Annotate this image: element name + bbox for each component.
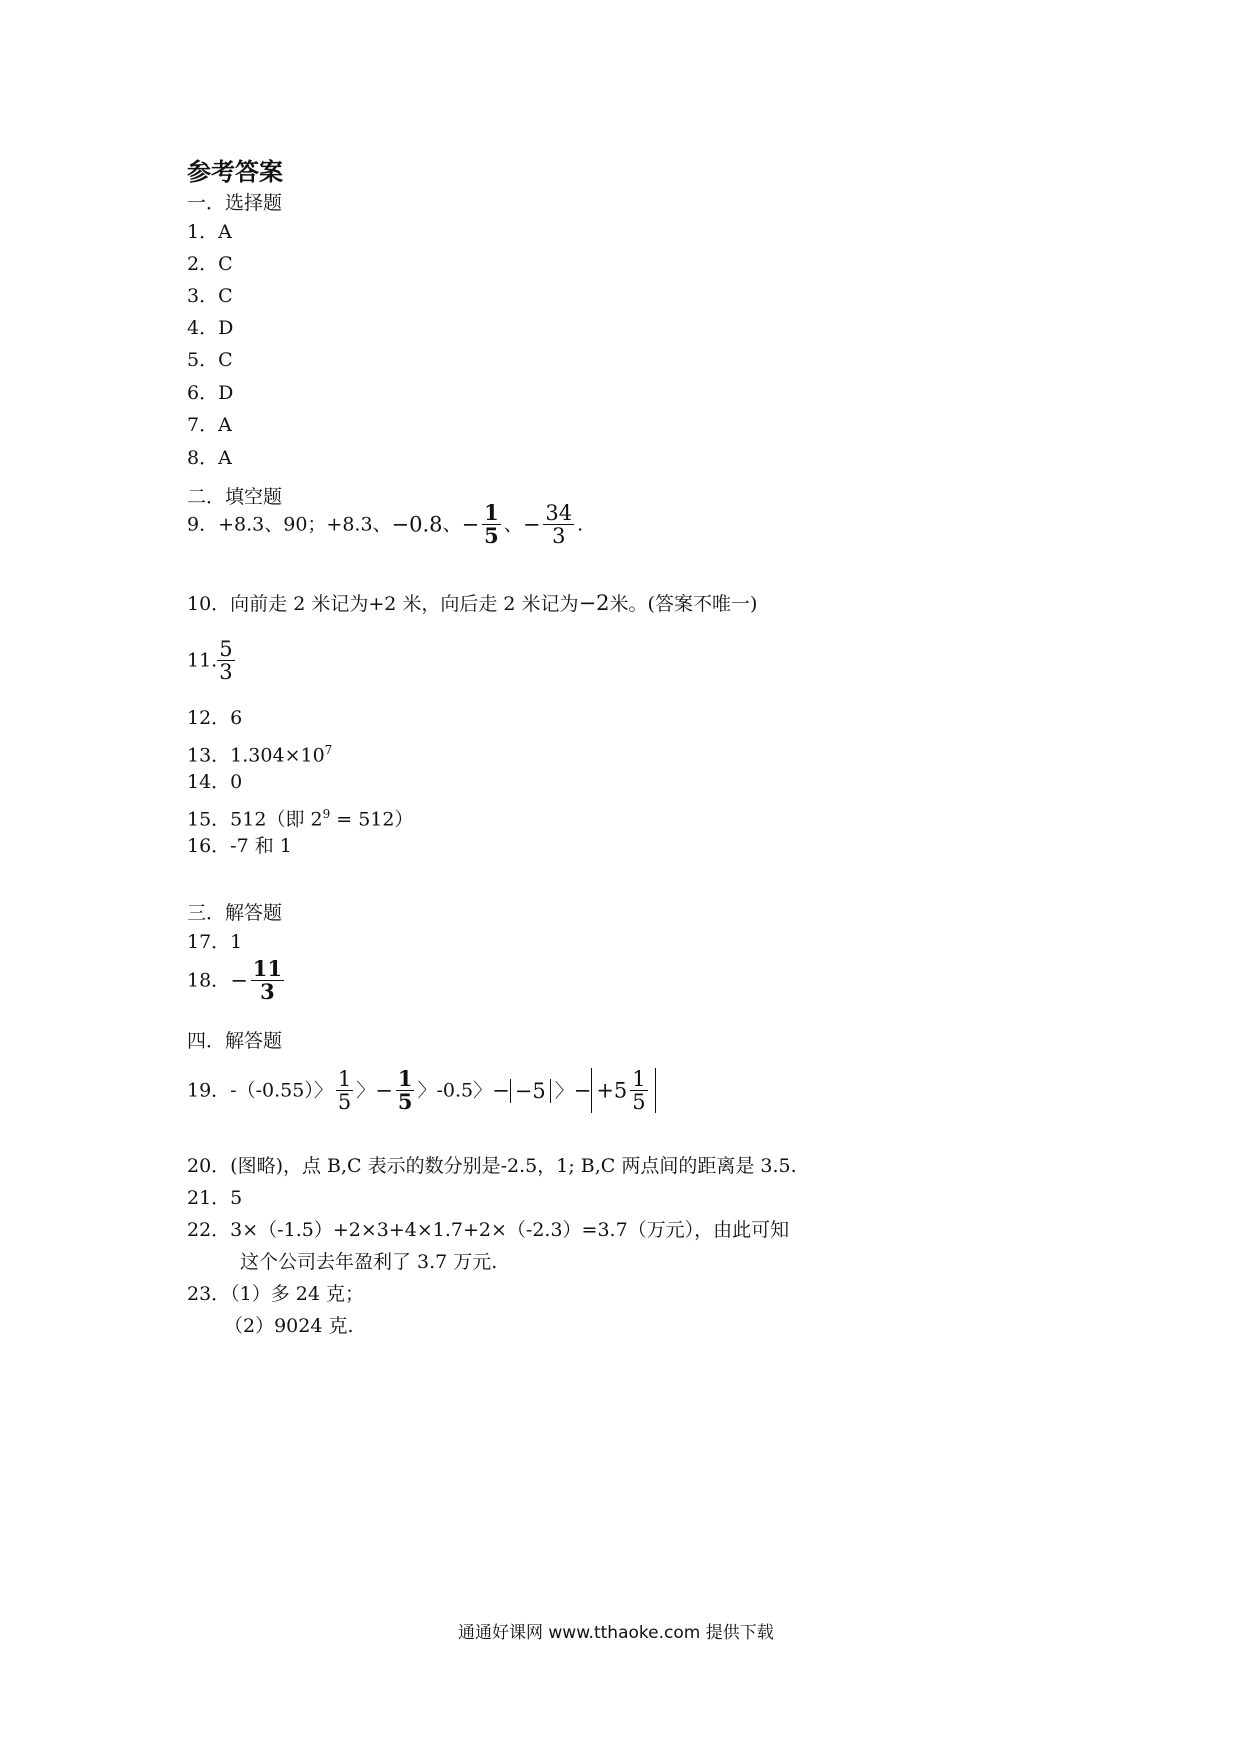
q9-prefix: 9．+8.3、90；+8.3、 (187, 513, 392, 536)
q19-gt3: 〉-0.5〉 (417, 1079, 493, 1102)
q19-f3-num: 1 (632, 1067, 646, 1091)
choice-answer-8 (187, 446, 232, 470)
section-solve-1: 三．解答题 (187, 902, 283, 924)
answer-11 (187, 638, 238, 683)
answer-13 (187, 738, 332, 767)
answer-23-line1: 23．（1）多 24 克； (187, 1283, 365, 1305)
q15-exponent: 9 (322, 807, 331, 821)
answer-9 (187, 502, 583, 547)
choice-letter: A (218, 414, 232, 436)
q13-text: 13．1.304×10 (187, 744, 325, 767)
q19-gt4: 〉 (554, 1079, 574, 1102)
q19-fraction-3 (630, 1068, 647, 1113)
answer-10 (187, 591, 757, 616)
section-fill: 二．填空题 (187, 486, 283, 508)
answer-20: 20．(图略)，点 B,C 表示的数分别是-2.5，1; B,C 两点间的距离是 3.5. (187, 1155, 797, 1177)
choice-number: 1． (187, 221, 219, 243)
q19-fraction-2 (396, 1068, 415, 1113)
answer-15 (187, 802, 413, 831)
choice-number: 5． (187, 349, 219, 371)
choice-letter: C (218, 349, 233, 371)
q18-num: 11 (252, 956, 283, 981)
choice-answer-5 (187, 348, 233, 372)
choice-answer-1 (187, 220, 232, 244)
q18-no: 18． (187, 969, 231, 992)
answer-14: 14．0 (187, 771, 243, 793)
answer-22-line1: 22．3×（-1.5）+2×3+4×1.7+2×（-2.3）=3.7（万元），由此可知 (187, 1219, 790, 1241)
q18-minus: − (230, 968, 248, 993)
q11-num: 5 (219, 637, 233, 661)
footer-credit: 通通好课网 www.tthaoke.com 提供下载 (458, 1623, 774, 1643)
q9-minus1: − (461, 512, 480, 537)
q19-f1-den: 5 (337, 1090, 352, 1114)
q19-abs-1: −5 (510, 1079, 551, 1103)
q9-minus2: − (522, 512, 541, 537)
choice-number: 3． (187, 285, 219, 307)
q9-sep1: 、 (442, 513, 462, 536)
answer-22-line2: 这个公司去年盈利了 3.7 万元. (240, 1251, 498, 1273)
answer-17: 17．1 (187, 931, 243, 953)
q19-f3-den: 5 (632, 1090, 646, 1114)
q9-f2-den: 3 (552, 524, 566, 548)
choice-answer-3 (187, 284, 233, 308)
q19-f2-den: 5 (397, 1089, 413, 1114)
q9-decimal: −0.8 (391, 512, 443, 537)
q11-den: 3 (219, 660, 233, 684)
q10-value: −2 (578, 591, 610, 615)
q11-fraction (217, 638, 234, 683)
choice-letter: C (218, 285, 233, 307)
choice-answer-4 (187, 316, 233, 340)
q19-minus1: − (375, 1078, 393, 1103)
q18-den: 3 (260, 979, 275, 1004)
choice-number: 6． (187, 382, 219, 404)
q9-f1-num: 1 (484, 500, 499, 525)
choice-answer-7 (187, 413, 232, 437)
q9-fraction-2 (543, 502, 574, 547)
q9-f1-den: 5 (484, 523, 499, 548)
q13-exponent: 7 (324, 743, 333, 757)
choice-letter: D (218, 382, 234, 404)
q19-abs2-pre: +5 (596, 1078, 628, 1103)
q9-sep2: 、 (503, 513, 523, 536)
answer-12: 12．6 (187, 707, 243, 729)
choice-number: 2． (187, 253, 219, 275)
q9-end: . (577, 513, 584, 536)
q19-minus3: − (573, 1078, 592, 1103)
q19-fraction-1 (336, 1068, 353, 1113)
q19-minus2: − (492, 1078, 510, 1103)
choice-letter: A (218, 447, 232, 469)
choice-answer-2 (187, 252, 233, 276)
q9-f2-num: 34 (545, 501, 573, 525)
q19-f1-num: 1 (337, 1067, 352, 1091)
choice-number: 8． (187, 447, 219, 469)
choice-letter: D (218, 317, 234, 339)
q19-abs-2 (591, 1068, 655, 1113)
choice-number: 4． (187, 317, 219, 339)
q19-gt1: 〉 (313, 1079, 333, 1102)
q15-text1: 15．512（即 2 (187, 808, 323, 831)
q18-fraction (251, 958, 284, 1003)
q15-text2: = 512） (330, 808, 414, 831)
answer-21: 21．5 (187, 1187, 243, 1209)
answer-19 (187, 1068, 656, 1113)
page-title: 参考答案 (187, 158, 283, 186)
choice-letter: C (218, 253, 233, 275)
q19-gt2: 〉 (356, 1079, 376, 1102)
q9-fraction-1 (482, 502, 501, 547)
section-solve-2: 四．解答题 (187, 1030, 283, 1052)
answer-18 (187, 958, 287, 1003)
q19-start: 19．-（-0.55） (187, 1079, 314, 1102)
answer-23-line2: （2）9024 克. (224, 1315, 354, 1337)
q19-f2-num: 1 (397, 1066, 413, 1091)
q10-text1: 10．向前走 2 米记为+2 米，向后走 2 米记为 (187, 593, 579, 615)
answer-16: 16．-7 和 1 (187, 835, 292, 857)
q10-text2: 米。(答案不唯一) (609, 593, 758, 615)
section-choice: 一．选择题 (187, 192, 283, 214)
choice-number: 7． (187, 414, 219, 436)
choice-answer-6 (187, 381, 233, 405)
q11-no: 11. (187, 649, 218, 672)
choice-letter: A (218, 221, 232, 243)
